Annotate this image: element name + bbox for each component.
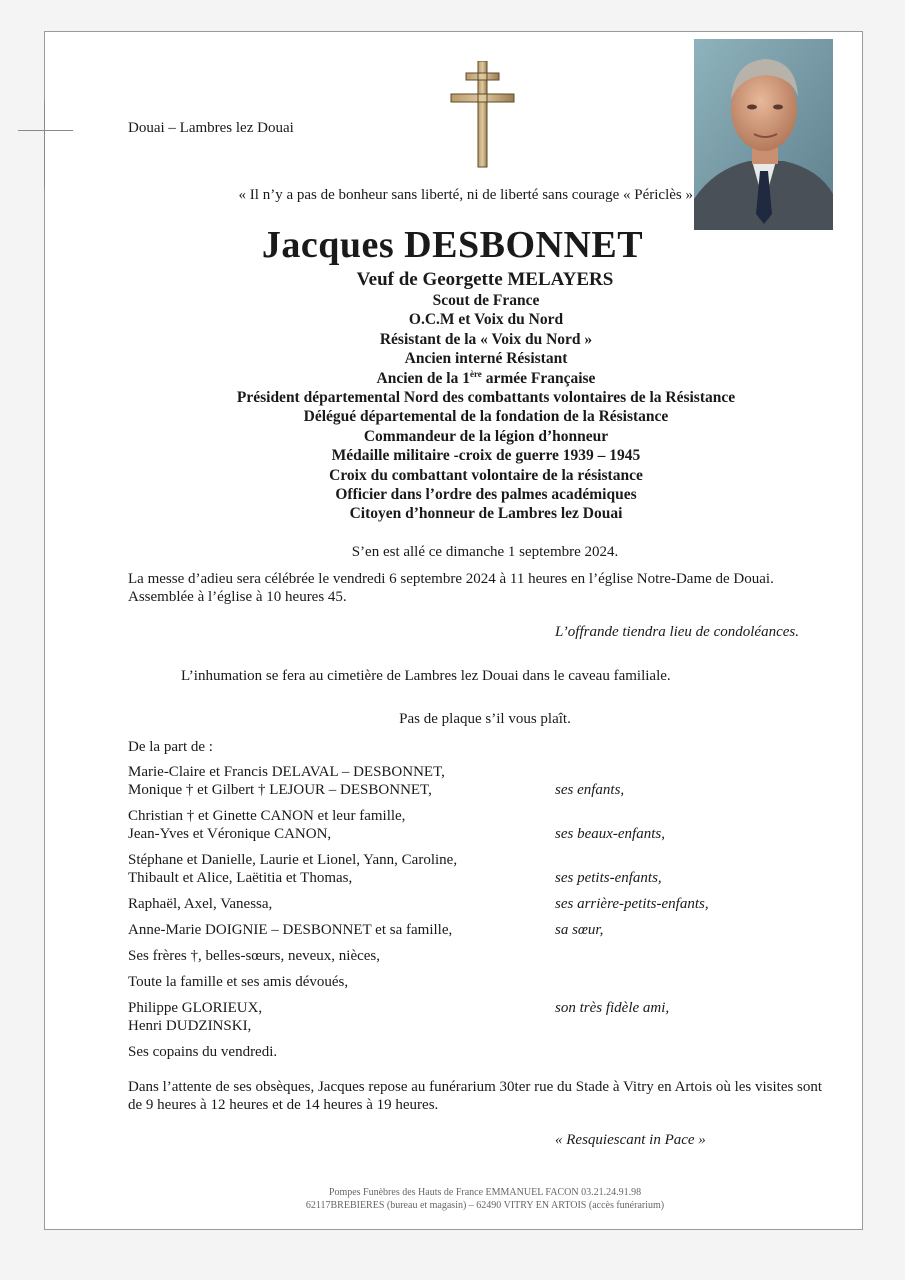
portrait-photo <box>694 39 833 230</box>
family-relation: ses enfants, <box>555 782 625 798</box>
mass-line: La messe d’adieu sera célébrée le vendredi 6 septembre 2024 à 11 heures en l’église Notre-Dame de Douai. <box>128 571 774 587</box>
location-header: Douai – Lambres lez Douai <box>128 120 294 136</box>
honor-title: Président départemental Nord des combattants volontaires de la Résistance <box>236 388 736 406</box>
family-entry: Raphaël, Axel, Vanessa, <box>128 896 273 912</box>
footer-funeral-director: Pompes Funèbres des Hauts de France EMMANUEL FACON 03.21.24.91.98 62117BREBIERES (bureau et magasin) – 62490 VITRY EN ARTOIS (accès funérarium) <box>305 1187 665 1211</box>
honor-title-army: Ancien de la 1ère armée Française <box>376 368 596 387</box>
family-entry: Ses copains du vendredi. <box>128 1044 278 1060</box>
no-plaque-note: Pas de plaque s’il vous plaît. <box>399 711 571 727</box>
registration-mark <box>18 130 73 131</box>
rip-closing: « Resquiescant in Pace » <box>555 1132 706 1148</box>
family-entry: Stéphane et Danielle, Laurie et Lionel, Yann, Caroline, Thibault et Alice, Laëtitia et Thomas, <box>128 852 458 886</box>
honor-title: Scout de France <box>432 292 540 309</box>
honor-title: Médaille militaire -croix de guerre 1939 – 1945 <box>331 447 641 465</box>
honor-title: Citoyen d’honneur de Lambres lez Douai <box>349 505 623 523</box>
pericles-quote: « Il n’y a pas de bonheur sans liberté, ni de liberté sans courage « Périclès » <box>238 187 693 203</box>
mass-line: Assemblée à l’église à 10 heures 45. <box>128 589 347 605</box>
family-relation: son très fidèle ami, <box>555 1000 670 1016</box>
family-entry: Marie-Claire et Francis DELAVAL – DESBONNET, Monique † et Gilbert † LEJOUR – DESBONNET, <box>128 764 445 798</box>
family-entry: Ses frères †, belles-sœurs, neveux, nièces, <box>128 948 381 964</box>
honor-title: O.C.M et Voix du Nord <box>408 311 564 329</box>
burial-info: L’inhumation se fera au cimetière de Lambres lez Douai dans le caveau familiale. <box>181 668 671 684</box>
family-entry: Anne-Marie DOIGNIE – DESBONNET et sa famille, <box>128 922 453 938</box>
honor-title: Croix du combattant volontaire de la résistance <box>329 466 643 484</box>
offering-note: L’offrande tiendra lieu de condoléances. <box>555 624 799 640</box>
registration-mark <box>44 101 45 189</box>
cross-of-lorraine-icon <box>450 61 516 168</box>
widower-line: Veuf de Georgette MELAYERS <box>356 269 614 290</box>
deceased-name: Jacques DESBONNET <box>261 224 644 266</box>
family-relation: ses petits-enfants, <box>555 870 662 886</box>
family-entry: Toute la famille et ses amis dévoués, <box>128 974 349 990</box>
honor-title: Ancien interné Résistant <box>404 350 568 368</box>
honor-title: Commandeur de la légion d’honneur <box>363 427 609 445</box>
honor-title: Délégué départemental de la fondation de la Résistance <box>303 408 669 426</box>
family-entry: Christian † et Ginette CANON et leur famille, Jean-Yves et Véronique CANON, <box>128 808 406 842</box>
family-entry: Philippe GLORIEUX, Henri DUDZINSKI, <box>128 1000 263 1034</box>
honor-title: Résistant de la « Voix du Nord » <box>379 330 593 348</box>
funeral-home-info: Dans l’attente de ses obsèques, Jacques repose au funérarium 30ter rue du Stade à Vitry en Artois où les visites sont de 9 heures à 12 heures et de 14 heures à 19 heures. <box>128 1079 823 1113</box>
mass-info <box>128 570 848 606</box>
honors-list <box>0 291 905 524</box>
honor-title: Officier dans l’ordre des palmes académiques <box>335 485 637 503</box>
passing-date: S’en est allé ce dimanche 1 septembre 2024. <box>351 544 619 560</box>
family-relation: ses beaux-enfants, <box>555 826 665 842</box>
from-label: De la part de : <box>128 739 213 755</box>
family-relation: ses arrière-petits-enfants, <box>555 896 709 912</box>
family-relation: sa sœur, <box>555 922 604 938</box>
